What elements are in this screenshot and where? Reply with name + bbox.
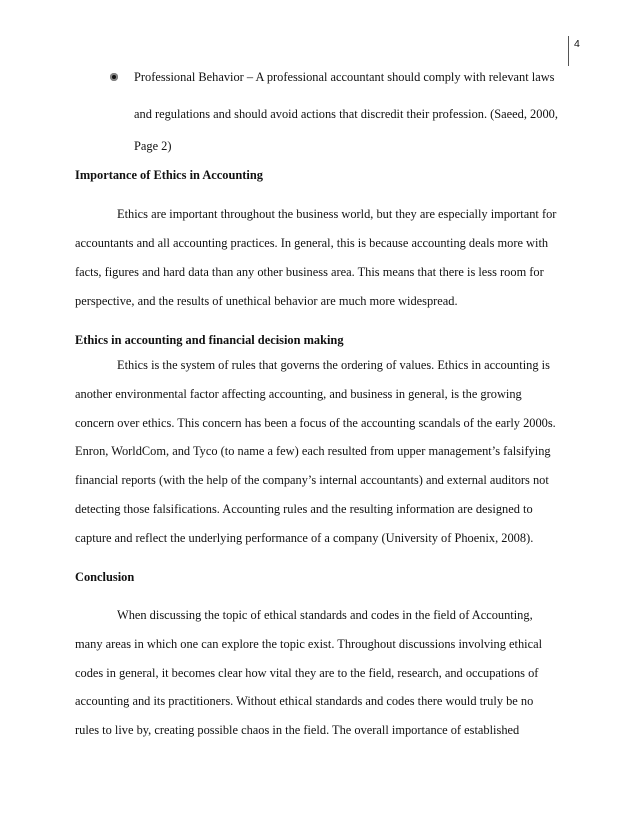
paragraph-line: perspective, and the results of unethical behavior are much more widespread. (75, 294, 458, 308)
section-heading: Ethics in accounting and financial decision making (75, 333, 344, 347)
bullet-line: Professional Behavior – A professional accountant should comply with relevant laws (134, 70, 555, 84)
paragraph-line: financial reports (with the help of the company’s internal accountants) and external auditors not (75, 473, 549, 487)
bullet-line: Page 2) (134, 139, 172, 153)
paragraph-line: codes in general, it becomes clear how vital they are to the field, research, and occupations of (75, 666, 539, 680)
section-heading: Importance of Ethics in Accounting (75, 168, 263, 182)
bullet-icon (110, 73, 118, 81)
paragraph-line: detecting those falsifications. Accounting rules and the resulting information are designed to (75, 502, 533, 516)
section-heading: Conclusion (75, 570, 135, 584)
paragraph-line: accounting and its practitioners. Without ethical standards and codes there would truly be no (75, 694, 534, 708)
paragraph-line: another environmental factor affecting accounting, and business in general, is the growing (75, 387, 522, 401)
header-divider (568, 36, 569, 66)
paragraph-line: Enron, WorldCom, and Tyco (to name a few) each resulted from upper management’s falsifying (75, 444, 551, 458)
paragraph-line: facts, figures and hard data than any other business area. This means that there is less room for (75, 265, 544, 279)
paragraph-line: many areas in which one can explore the topic exist. Throughout discussions involving ethical (75, 637, 543, 651)
paragraph-line: capture and reflect the underlying performance of a company (University of Phoenix, 2008). (75, 531, 534, 545)
paragraph-line: rules to live by, creating possible chaos in the field. The overall importance of established (75, 723, 520, 737)
paragraph-line: concern over ethics. This concern has been a focus of the accounting scandals of the early 2000s. (75, 416, 556, 430)
paragraph-line: Ethics are important throughout the business world, but they are especially important for (117, 207, 557, 221)
paragraph-line: When discussing the topic of ethical standards and codes in the field of Accounting, (117, 608, 533, 622)
page-number: 4 (574, 38, 580, 50)
bullet-line: and regulations and should avoid actions that discredit their profession. (Saeed, 2000, (134, 107, 558, 121)
paragraph-line: Ethics is the system of rules that governs the ordering of values. Ethics in accounting is (117, 358, 550, 372)
paragraph-line: accountants and all accounting practices. In general, this is because accounting deals more with (75, 236, 549, 250)
